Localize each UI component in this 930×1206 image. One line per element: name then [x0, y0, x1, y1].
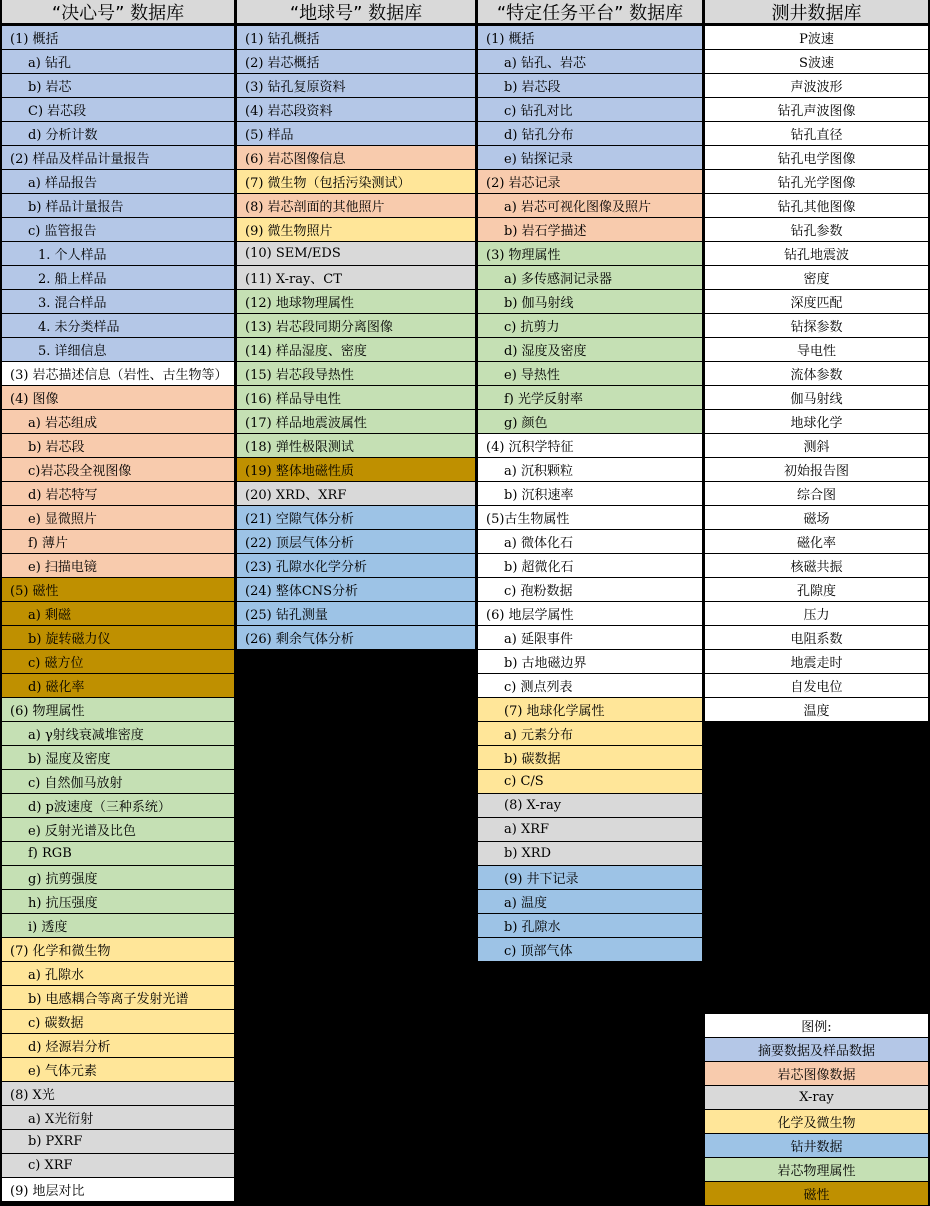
joides-row: (5) 磁性	[2, 578, 234, 601]
joides-row: (1) 概括	[2, 26, 234, 49]
logging-column-header: 测井数据库	[705, 0, 928, 23]
joides-row: a) 剩磁	[2, 602, 234, 625]
mission-specific-row: a) 多传感洞记录器	[478, 266, 702, 289]
mission-specific-row: (9) 井下记录	[478, 866, 702, 889]
mission-specific-row: b) XRD	[478, 842, 702, 865]
mission-specific-row: c) 钻孔对比	[478, 98, 702, 121]
joides-row: c) XRF	[2, 1154, 234, 1177]
legend-item: 磁性	[705, 1182, 928, 1205]
mission-specific-row: a) 延限事件	[478, 626, 702, 649]
mission-specific-row: d) 钻孔分布	[478, 122, 702, 145]
joides-row: (2) 样品及样品计量报告	[2, 146, 234, 169]
chikyu-row: (24) 整体CNS分析	[237, 578, 475, 601]
chikyu-row: (21) 空隙气体分析	[237, 506, 475, 529]
chikyu-row: (6) 岩芯图像信息	[237, 146, 475, 169]
logging-row: 导电性	[705, 338, 928, 361]
chikyu-row: (5) 样品	[237, 122, 475, 145]
joides-row: 3. 混合样品	[2, 290, 234, 313]
logging-row: 钻孔光学图像	[705, 170, 928, 193]
joides-row: b) 岩芯	[2, 74, 234, 97]
legend-item: X-ray	[705, 1086, 928, 1109]
chikyu-row: (13) 岩芯段同期分离图像	[237, 314, 475, 337]
logging-row: 测斜	[705, 434, 928, 457]
legend-item: 摘要数据及样品数据	[705, 1038, 928, 1061]
mission-specific-row: b) 超微化石	[478, 554, 702, 577]
legend-title: 图例:	[705, 1014, 928, 1037]
logging-row: P波速	[705, 26, 928, 49]
mission-specific-row: b) 伽马射线	[478, 290, 702, 313]
joides-column-header: “决心号” 数据库	[2, 0, 234, 23]
joides-row: b) 旋转磁力仪	[2, 626, 234, 649]
joides-row: e) 反射光谱及比色	[2, 818, 234, 841]
logging-row: 电阻系数	[705, 626, 928, 649]
chikyu-row: (3) 钻孔复原资料	[237, 74, 475, 97]
joides-row: (8) X光	[2, 1082, 234, 1105]
logging-row: 钻孔直径	[705, 122, 928, 145]
logging-row: 自发电位	[705, 674, 928, 697]
chikyu-row: (8) 岩芯剖面的其他照片	[237, 194, 475, 217]
mission-specific-row: (5)古生物属性	[478, 506, 702, 529]
mission-specific-row: b) 孔隙水	[478, 914, 702, 937]
chikyu-row: (1) 钻孔概括	[237, 26, 475, 49]
mission-specific-row: a) 元素分布	[478, 722, 702, 745]
logging-row: 温度	[705, 698, 928, 721]
chikyu-row: (7) 微生物（包括污染测试）	[237, 170, 475, 193]
joides-row: b) 样品计量报告	[2, 194, 234, 217]
mission-specific-row: b) 岩石学描述	[478, 218, 702, 241]
joides-database-column	[2, 0, 234, 1206]
joides-row: b) 岩芯段	[2, 434, 234, 457]
joides-row: (9) 地层对比	[2, 1178, 234, 1201]
mission-specific-row: c) 测点列表	[478, 674, 702, 697]
chikyu-row: (10) SEM/EDS	[237, 242, 475, 265]
chikyu-row: (16) 样品导电性	[237, 386, 475, 409]
mission-specific-row: (3) 物理属性	[478, 242, 702, 265]
logging-row: 磁场	[705, 506, 928, 529]
logging-row: 地震走时	[705, 650, 928, 673]
chikyu-row: (15) 岩芯段导热性	[237, 362, 475, 385]
mission-specific-row: (8) X-ray	[478, 794, 702, 817]
joides-row: 1. 个人样品	[2, 242, 234, 265]
joides-row: d) 岩芯特写	[2, 482, 234, 505]
joides-row: a) 岩芯组成	[2, 410, 234, 433]
chikyu-row: (23) 孔隙水化学分析	[237, 554, 475, 577]
joides-row: a) 样品报告	[2, 170, 234, 193]
chikyu-database-column	[237, 0, 475, 1206]
joides-row: f) 薄片	[2, 530, 234, 553]
mission-specific-row: (2) 岩芯记录	[478, 170, 702, 193]
joides-row: e) 显微照片	[2, 506, 234, 529]
joides-row: a) X光衍射	[2, 1106, 234, 1129]
mission-specific-row: b) 古地磁边界	[478, 650, 702, 673]
mission-specific-row: a) 沉积颗粒	[478, 458, 702, 481]
mission-specific-row: (6) 地层学属性	[478, 602, 702, 625]
joides-row: f) RGB	[2, 842, 234, 865]
chikyu-row: (18) 弹性极限测试	[237, 434, 475, 457]
logging-row: 孔隙度	[705, 578, 928, 601]
mission-specific-row: a) 钻孔、岩芯	[478, 50, 702, 73]
mission-specific-row: c) 抗剪力	[478, 314, 702, 337]
mission-specific-column-header: “特定任务平台” 数据库	[478, 0, 702, 23]
joides-row: 4. 未分类样品	[2, 314, 234, 337]
mission-specific-row: a) XRF	[478, 818, 702, 841]
chikyu-column-header: “地球号” 数据库	[237, 0, 475, 23]
logging-row: 伽马射线	[705, 386, 928, 409]
logging-row: 密度	[705, 266, 928, 289]
mission-specific-row: (4) 沉积学特征	[478, 434, 702, 457]
mission-specific-database-column	[478, 0, 702, 1206]
chikyu-row: (9) 微生物照片	[237, 218, 475, 241]
joides-row: b) PXRF	[2, 1130, 234, 1153]
joides-row: c) 监管报告	[2, 218, 234, 241]
legend-item: 化学及微生物	[705, 1110, 928, 1133]
joides-row: b) 电感耦合等离子发射光谱	[2, 986, 234, 1009]
logging-row: 核磁共振	[705, 554, 928, 577]
joides-row: 5. 详细信息	[2, 338, 234, 361]
chikyu-row: (12) 地球物理属性	[237, 290, 475, 313]
mission-specific-row: b) 岩芯段	[478, 74, 702, 97]
chikyu-row: (19) 整体地磁性质	[237, 458, 475, 481]
logging-row: 综合图	[705, 482, 928, 505]
joides-row: g) 抗剪强度	[2, 866, 234, 889]
joides-row: c) 碳数据	[2, 1010, 234, 1033]
joides-row: e) 气体元素	[2, 1058, 234, 1081]
mission-specific-row: c) 顶部气体	[478, 938, 702, 961]
joides-row: d) p波速度（三种系统）	[2, 794, 234, 817]
mission-specific-row: (1) 概括	[478, 26, 702, 49]
logging-row: S波速	[705, 50, 928, 73]
joides-row: (6) 物理属性	[2, 698, 234, 721]
joides-row: C) 岩芯段	[2, 98, 234, 121]
joides-row: a) 孔隙水	[2, 962, 234, 985]
joides-row: i) 透度	[2, 914, 234, 937]
mission-specific-row: f) 光学反射率	[478, 386, 702, 409]
logging-row: 钻孔其他图像	[705, 194, 928, 217]
logging-row: 磁化率	[705, 530, 928, 553]
mission-specific-row: e) 钻探记录	[478, 146, 702, 169]
joides-row: a) 钻孔	[2, 50, 234, 73]
joides-row: 2. 船上样品	[2, 266, 234, 289]
mission-specific-row: g) 颜色	[478, 410, 702, 433]
mission-specific-row: e) 导热性	[478, 362, 702, 385]
joides-row: (3) 岩芯描述信息（岩性、古生物等）	[2, 362, 234, 385]
mission-specific-row: b) 沉积速率	[478, 482, 702, 505]
mission-specific-row: b) 碳数据	[478, 746, 702, 769]
mission-specific-row: a) 温度	[478, 890, 702, 913]
joides-row: (4) 图像	[2, 386, 234, 409]
joides-row: d) 烃源岩分析	[2, 1034, 234, 1057]
logging-row: 钻孔地震波	[705, 242, 928, 265]
chikyu-row: (26) 剩余气体分析	[237, 626, 475, 649]
joides-row: a) γ射线衰减堆密度	[2, 722, 234, 745]
joides-row: c) 磁方位	[2, 650, 234, 673]
logging-row: 声波波形	[705, 74, 928, 97]
chikyu-row: (25) 钻孔测量	[237, 602, 475, 625]
mission-specific-row: a) 岩芯可视化图像及照片	[478, 194, 702, 217]
joides-row: b) 湿度及密度	[2, 746, 234, 769]
chikyu-row: (4) 岩芯段资料	[237, 98, 475, 121]
legend-item: 岩芯物理属性	[705, 1158, 928, 1181]
logging-row: 压力	[705, 602, 928, 625]
logging-row: 钻孔参数	[705, 218, 928, 241]
joides-row: c) 自然伽马放射	[2, 770, 234, 793]
joides-row: d) 分析计数	[2, 122, 234, 145]
logging-row: 地球化学	[705, 410, 928, 433]
chikyu-row: (22) 顶层气体分析	[237, 530, 475, 553]
chikyu-row: (11) X-ray、CT	[237, 266, 475, 289]
logging-row: 钻孔声波图像	[705, 98, 928, 121]
chikyu-row: (17) 样品地震波属性	[237, 410, 475, 433]
legend-item: 钻井数据	[705, 1134, 928, 1157]
chikyu-row: (2) 岩芯概括	[237, 50, 475, 73]
chikyu-row: (14) 样品湿度、密度	[237, 338, 475, 361]
legend-item: 岩芯图像数据	[705, 1062, 928, 1085]
mission-specific-row: c) 孢粉数据	[478, 578, 702, 601]
joides-row: d) 磁化率	[2, 674, 234, 697]
mission-specific-row: c) C/S	[478, 770, 702, 793]
joides-row: (7) 化学和微生物	[2, 938, 234, 961]
logging-row: 流体参数	[705, 362, 928, 385]
logging-row: 初始报告图	[705, 458, 928, 481]
joides-row: h) 抗压强度	[2, 890, 234, 913]
joides-row: c)岩芯段全视图像	[2, 458, 234, 481]
logging-row: 钻探参数	[705, 314, 928, 337]
logging-row: 钻孔电学图像	[705, 146, 928, 169]
mission-specific-row: d) 湿度及密度	[478, 338, 702, 361]
mission-specific-row: a) 微体化石	[478, 530, 702, 553]
chikyu-row: (20) XRD、XRF	[237, 482, 475, 505]
joides-row: e) 扫描电镜	[2, 554, 234, 577]
mission-specific-row: (7) 地球化学属性	[478, 698, 702, 721]
logging-row: 深度匹配	[705, 290, 928, 313]
